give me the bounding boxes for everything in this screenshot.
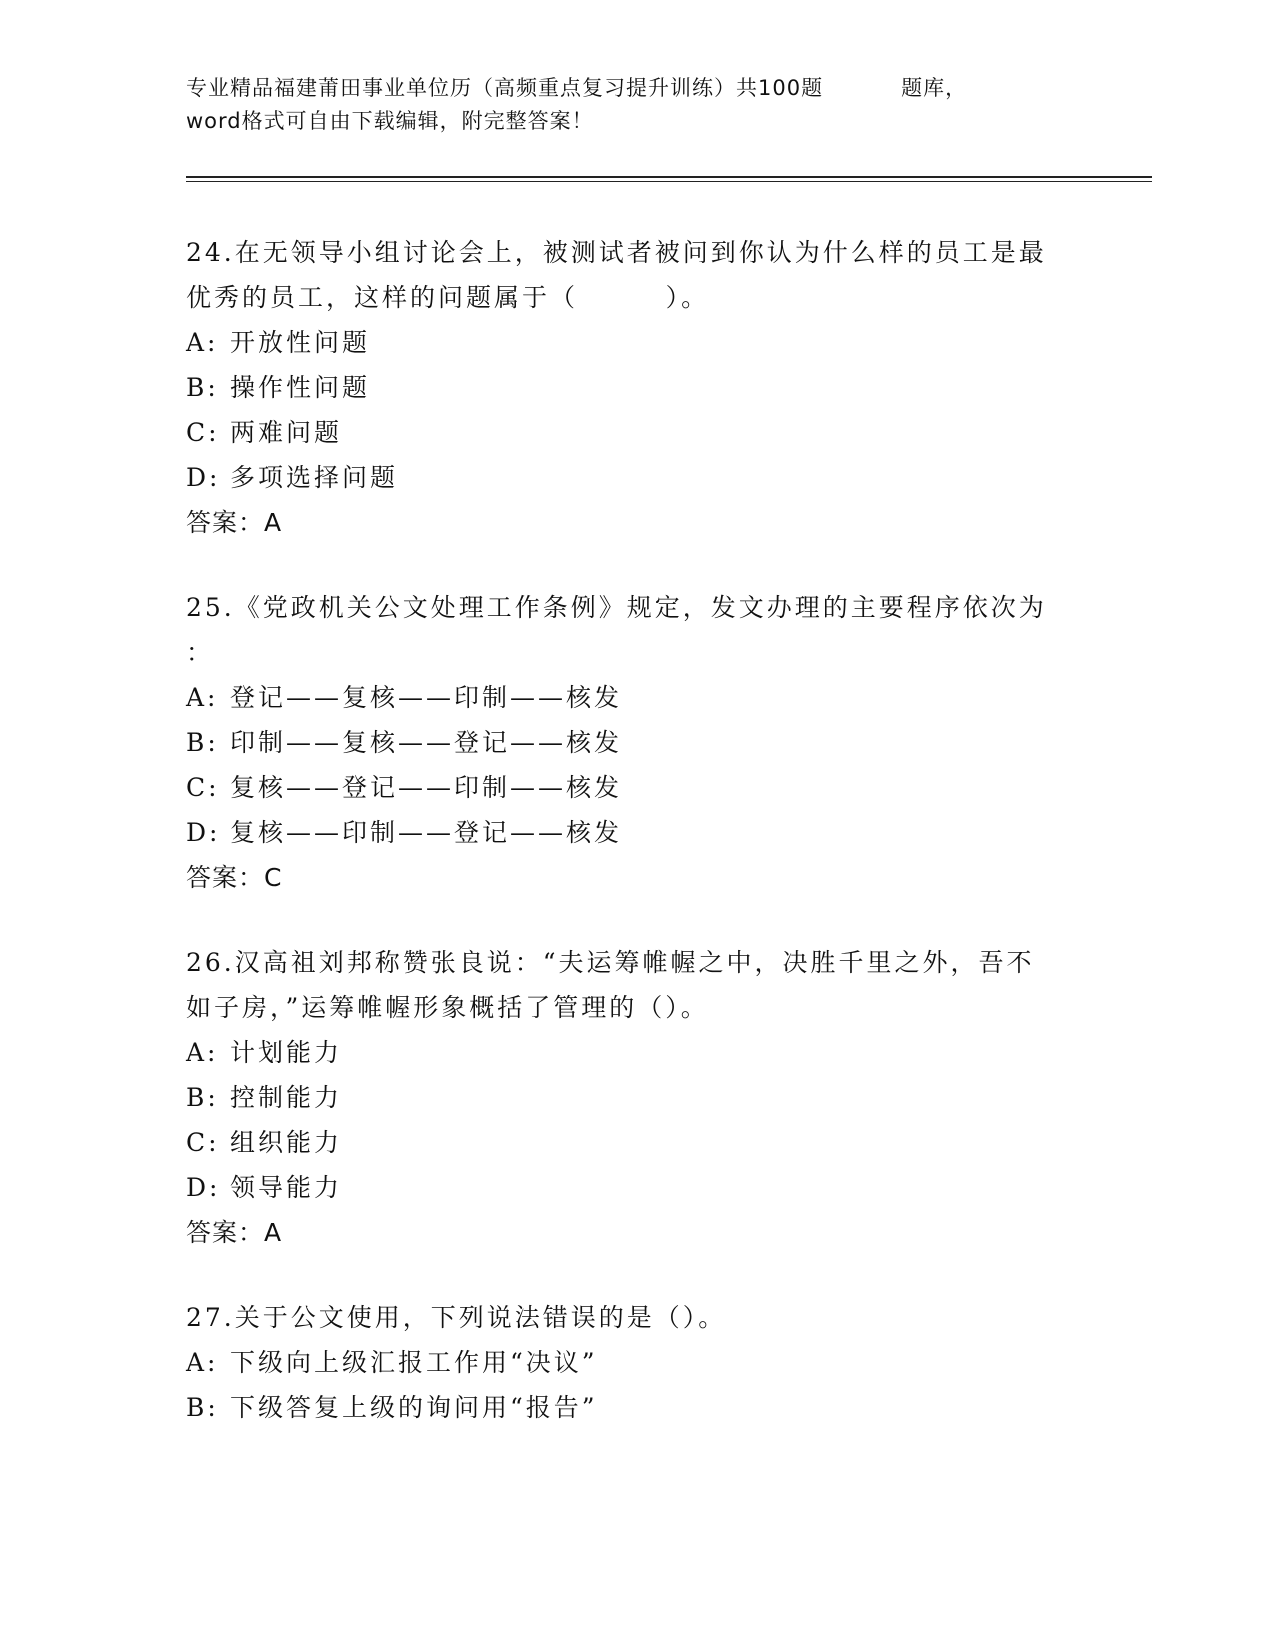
option-a bbox=[186, 1340, 1086, 1385]
option-text: 计划能力 bbox=[230, 1038, 343, 1067]
header-title: 专业精品福建莆田事业单位历（高频重点复习提升训练）共100题 bbox=[186, 76, 824, 100]
option-text: 领导能力 bbox=[230, 1173, 343, 1202]
option-letter: A: bbox=[186, 1038, 219, 1067]
option-text: 复核——登记——印制——核发 bbox=[230, 773, 623, 802]
option-letter: A: bbox=[186, 683, 219, 712]
option-text: 印制——复核——登记——核发 bbox=[230, 728, 623, 757]
question-26 bbox=[186, 940, 1086, 1255]
question-stem bbox=[186, 1295, 1086, 1340]
option-d bbox=[186, 1165, 1086, 1210]
answer-label: 答案：C bbox=[186, 863, 283, 892]
option-letter: A: bbox=[186, 1348, 219, 1377]
option-b bbox=[186, 1385, 1086, 1430]
header-title-suffix: 题库， bbox=[901, 76, 968, 100]
option-c bbox=[186, 1120, 1086, 1165]
header-line-1 bbox=[186, 72, 1066, 105]
question-stem-line: 如子房，”运筹帷幄形象概括了管理的（）。 bbox=[186, 993, 709, 1022]
option-letter: D: bbox=[186, 1173, 221, 1202]
question-stem-line: 26.汉高祖刘邦称赞张良说：“夫运筹帷幄之中，决胜千里之外，吾不 bbox=[186, 948, 1035, 977]
answer-label: 答案：A bbox=[186, 1218, 283, 1247]
answer-label: 答案：A bbox=[186, 508, 283, 537]
option-letter: A: bbox=[186, 328, 219, 357]
option-text: 控制能力 bbox=[230, 1083, 343, 1112]
option-letter: D: bbox=[186, 463, 221, 492]
question-stem-line: 27.关于公文使用，下列说法错误的是（）。 bbox=[186, 1303, 727, 1332]
option-letter: B: bbox=[186, 1083, 219, 1112]
option-b bbox=[186, 1075, 1086, 1120]
question-stem-line: 25.《党政机关公文处理工作条例》规定，发文办理的主要程序依次为 bbox=[186, 593, 1047, 622]
option-c bbox=[186, 410, 1086, 455]
option-b bbox=[186, 365, 1086, 410]
option-letter: B: bbox=[186, 1393, 219, 1422]
question-25 bbox=[186, 585, 1086, 900]
page-header bbox=[186, 72, 1066, 138]
option-letter: B: bbox=[186, 728, 219, 757]
option-letter: C: bbox=[186, 773, 220, 802]
option-text: 登记——复核——印制——核发 bbox=[230, 683, 623, 712]
question-24 bbox=[186, 230, 1086, 545]
option-d bbox=[186, 455, 1086, 500]
option-a bbox=[186, 320, 1086, 365]
option-text: 下级向上级汇报工作用“决议” bbox=[230, 1348, 598, 1377]
option-letter: B: bbox=[186, 373, 219, 402]
question-stem-line: ： bbox=[186, 638, 215, 667]
option-b bbox=[186, 720, 1086, 765]
option-text: 组织能力 bbox=[230, 1128, 343, 1157]
question-list bbox=[186, 230, 1086, 1470]
option-letter: D: bbox=[186, 818, 221, 847]
option-d bbox=[186, 810, 1086, 855]
option-text: 多项选择问题 bbox=[230, 463, 399, 492]
question-stem-line: 24.在无领导小组讨论会上，被测试者被问到你认为什么样的员工是最 bbox=[186, 238, 1047, 267]
option-text: 操作性问题 bbox=[230, 373, 371, 402]
question-stem bbox=[186, 940, 1086, 1030]
option-letter: C: bbox=[186, 418, 220, 447]
question-stem bbox=[186, 230, 1086, 320]
option-text: 下级答复上级的询问用“报告” bbox=[230, 1393, 598, 1422]
option-text: 开放性问题 bbox=[230, 328, 371, 357]
option-c bbox=[186, 765, 1086, 810]
header-line-2: word格式可自由下载编辑，附完整答案！ bbox=[186, 109, 594, 133]
question-stem bbox=[186, 585, 1086, 675]
question-stem-line: 优秀的员工，这样的问题属于（ ）。 bbox=[186, 283, 710, 312]
option-a bbox=[186, 675, 1086, 720]
question-27 bbox=[186, 1295, 1086, 1430]
option-a bbox=[186, 1030, 1086, 1075]
option-text: 两难问题 bbox=[230, 418, 343, 447]
option-letter: C: bbox=[186, 1128, 220, 1157]
header-divider bbox=[186, 176, 1152, 182]
option-text: 复核——印制——登记——核发 bbox=[230, 818, 623, 847]
